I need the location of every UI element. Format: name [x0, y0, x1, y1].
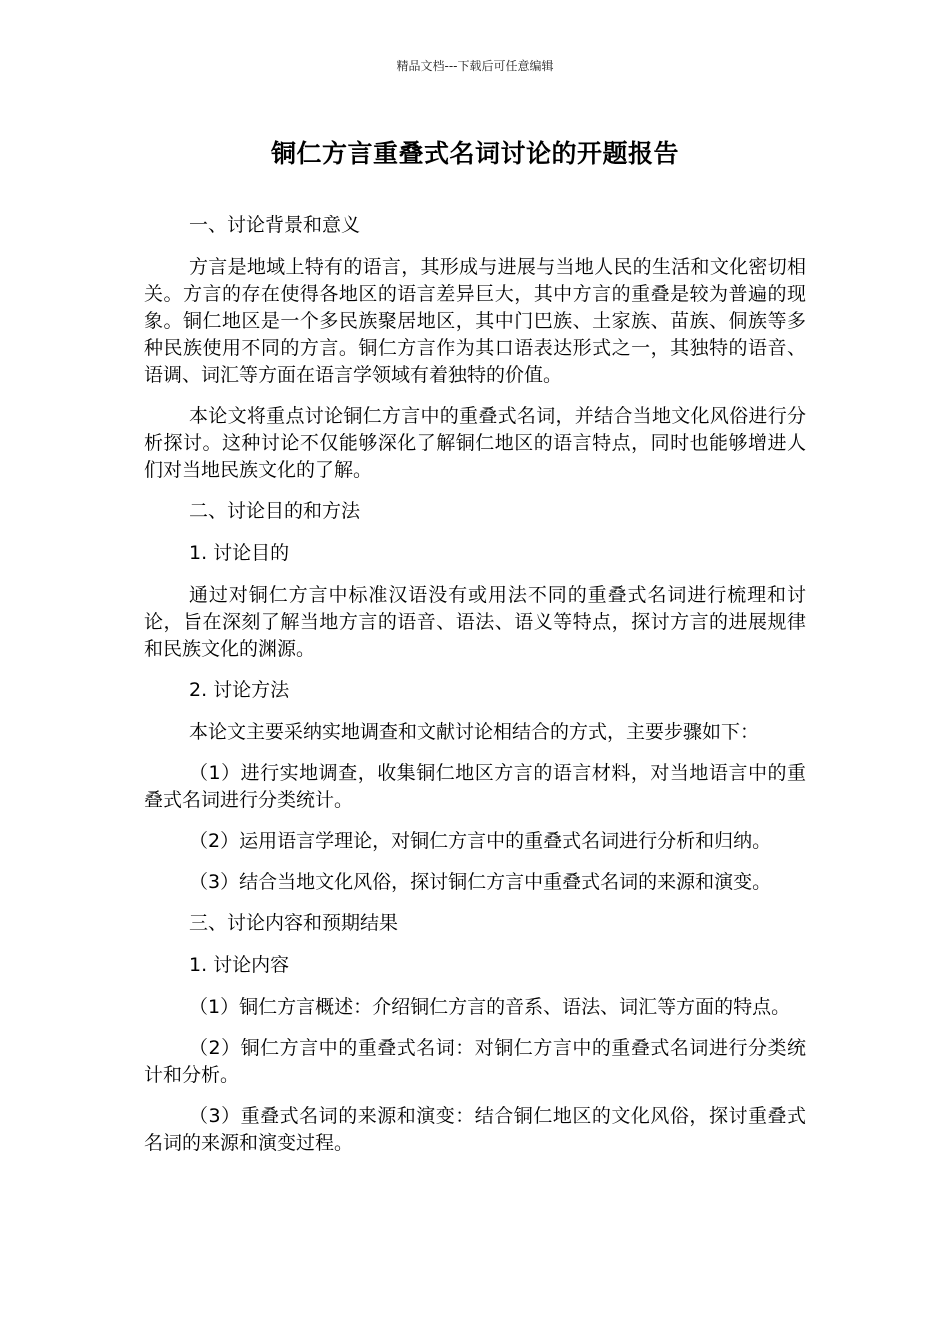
section-heading-purpose-method: 二、讨论目的和方法: [189, 500, 361, 522]
section-heading-background: 一、讨论背景和意义: [189, 214, 361, 236]
paragraph-purpose: 通过对铜仁方言中标准汉语没有或用法不同的重叠式名词进行梳理和讨论，旨在深刻了解当地方言的语音、语法、语义等特点，探讨方言的进展规律和民族文化的渊源。: [144, 584, 806, 660]
paragraph-method-intro: 本论文主要采纳实地调查和文献讨论相结合的方式，主要步骤如下：: [189, 721, 760, 743]
subheading-method: 2. 讨论方法: [189, 679, 290, 701]
subheading-purpose: 1. 讨论目的: [189, 542, 290, 564]
content-item-1: （1）铜仁方言概述：介绍铜仁方言的音系、语法、词汇等方面的特点。: [189, 996, 791, 1018]
subheading-content: 1. 讨论内容: [189, 954, 290, 976]
method-step-3: （3）结合当地文化风俗，探讨铜仁方言中重叠式名词的来源和演变。: [189, 871, 772, 893]
header-note: 精品文档---下载后可任意编辑: [396, 59, 554, 73]
content-item-2: （2）铜仁方言中的重叠式名词：对铜仁方言中的重叠式名词进行分类统计和分析。: [144, 1037, 806, 1086]
paragraph-background-1: 方言是地域上特有的语言，其形成与进展与当地人民的生活和文化密切相关。方言的存在使得各地区的语言差异巨大，其中方言的重叠是较为普遍的现象。铜仁地区是一个多民族聚居地区，其中门巴族、土家族、苗族、侗族等多种民族使用不同的方言。铜仁方言作为其口语表达形式之一，其独特的语音、语调、词汇等方面在语言学领域有着独特的价值。: [144, 256, 806, 386]
document-title: 铜仁方言重叠式名词讨论的开题报告: [270, 139, 679, 168]
section-heading-content-results: 三、讨论内容和预期结果: [189, 912, 399, 934]
content-item-3: （3）重叠式名词的来源和演变：结合铜仁地区的文化风俗，探讨重叠式名词的来源和演变过程。: [144, 1105, 806, 1154]
paragraph-background-2: 本论文将重点讨论铜仁方言中的重叠式名词，并结合当地文化风俗进行分析探讨。这种讨论不仅能够深化了解铜仁地区的语言特点，同时也能够增进人们对当地民族文化的了解。: [144, 405, 806, 481]
method-step-1: （1）进行实地调查，收集铜仁地区方言的语言材料，对当地语言中的重叠式名词进行分类统计。: [144, 762, 806, 811]
method-step-2: （2）运用语言学理论，对铜仁方言中的重叠式名词进行分析和归纳。: [189, 830, 772, 852]
document-body: [144, 212, 806, 1171]
